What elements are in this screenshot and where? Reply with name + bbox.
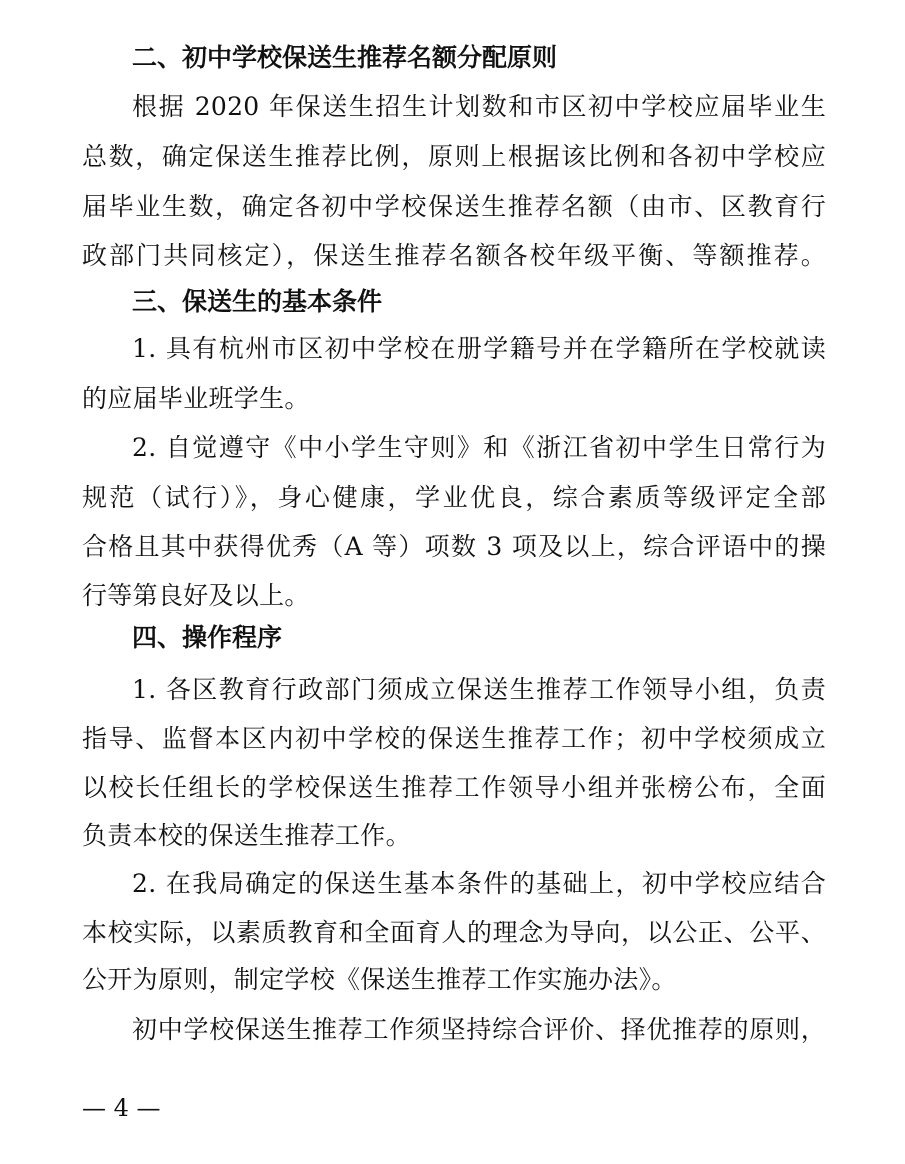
paragraph-line: 政部门共同核定），保送生推荐名额各校年级平衡、等额推荐。	[82, 241, 826, 270]
paragraph-line: 2. 在我局确定的保送生基本条件的基础上，初中学校应结合	[132, 869, 826, 898]
paragraph-line: 行等第良好及以上。	[82, 581, 310, 610]
section-3-heading: 三、保送生的基本条件	[132, 287, 383, 316]
paragraph-line: 届毕业生数，确定各初中学校保送生推荐名额（由市、区教育行	[82, 192, 826, 221]
paragraph-line: 2. 自觉遵守《中小学生守则》和《浙江省初中学生日常行为	[132, 433, 826, 462]
paragraph-line: 1. 各区教育行政部门须成立保送生推荐工作领导小组，负责	[132, 675, 826, 704]
section-2-heading: 二、初中学校保送生推荐名额分配原则	[132, 43, 558, 72]
paragraph-line: 1. 具有杭州市区初中学校在册学籍号并在学籍所在学校就读	[132, 334, 826, 363]
paragraph-line: 总数，确定保送生推荐比例，原则上根据该比例和各初中学校应	[82, 142, 826, 171]
paragraph-line: 指导、监督本区内初中学校的保送生推荐工作；初中学校须成立	[82, 724, 826, 753]
page-number: — 4 —	[82, 1094, 161, 1122]
section-4-heading: 四、操作程序	[132, 623, 283, 652]
paragraph-line: 公开为原则，制定学校《保送生推荐工作实施办法》。	[82, 965, 677, 994]
paragraph-line: 本校实际，以素质教育和全面育人的理念为导向，以公正、公平、	[82, 918, 826, 947]
paragraph-line: 初中学校保送生推荐工作须坚持综合评价、择优推荐的原则，	[132, 1015, 826, 1044]
paragraph-line: 的应届毕业班学生。	[82, 384, 310, 413]
paragraph-line: 规范（试行）》，身心健康，学业优良，综合素质等级评定全部	[82, 483, 826, 512]
paragraph-line: 负责本校的保送生推荐工作。	[82, 821, 411, 850]
paragraph-line: 根据 2020 年保送生招生计划数和市区初中学校应届毕业生	[132, 92, 826, 121]
paragraph-line: 合格且其中获得优秀（A 等）项数 3 项及以上，综合评语中的操	[82, 532, 826, 561]
paragraph-line: 以校长任组长的学校保送生推荐工作领导小组并张榜公布，全面	[82, 773, 826, 802]
